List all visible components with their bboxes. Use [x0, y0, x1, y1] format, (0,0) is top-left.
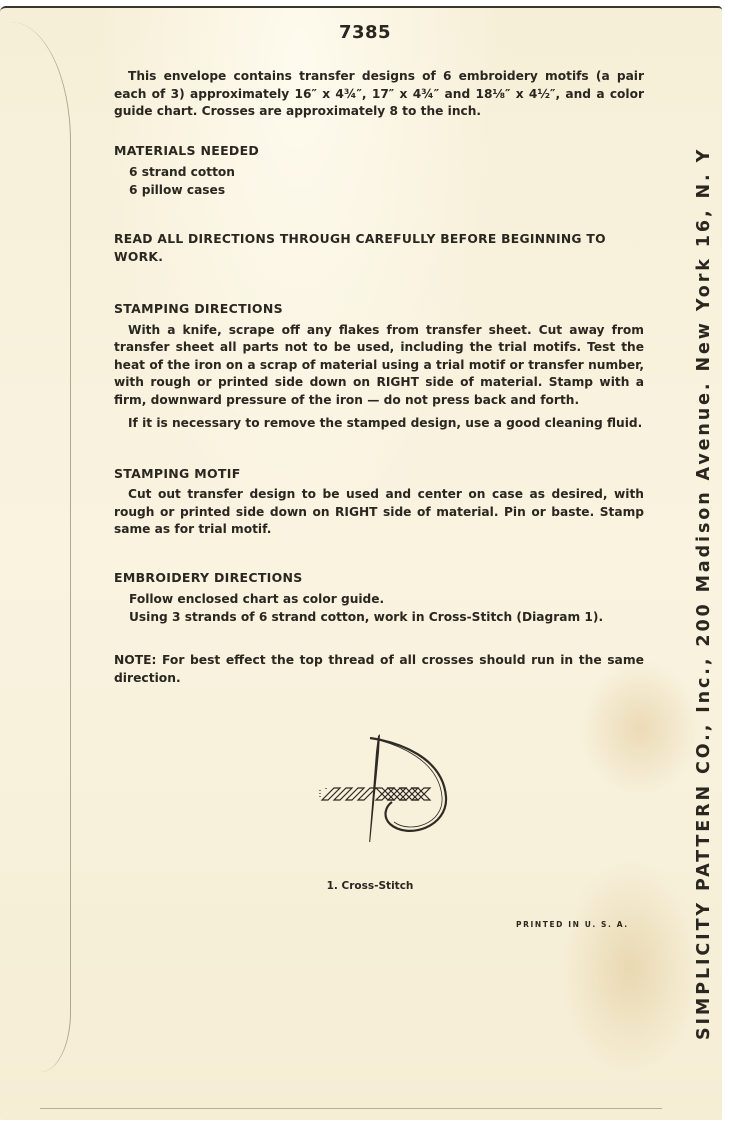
stamping-directions-paragraph: If it is necessary to remove the stamped design, use a good cleaning fluid. — [128, 416, 643, 430]
embroidery-direction-line: Using 3 strands of 6 strand cotton, work in Cross-Stitch (Diagram 1). — [129, 610, 604, 624]
envelope-bottom-fold — [40, 1108, 662, 1109]
stamping-motif-paragraph: Cut out transfer design to be used and center on case as desired, with rough or printed side down on RIGHT side of material. Pin or baste. Stamp same as for trial motif. — [114, 487, 644, 536]
diagram-caption: 1. Cross-Stitch — [326, 880, 414, 892]
stamping-directions-paragraph: With a knife, scrape off any flakes from transfer sheet. Cut away from transfer sheet all parts not to be used, including the trial motifs. Test the heat of the iron on a scrap of material using a trial motif or transfer number, with rough or printed side down on RIGHT side of material. Stamp with a firm, downward pressure of the iron — do not press back and forth. — [114, 322, 644, 407]
materials-list — [114, 163, 644, 199]
pattern-number: 7385 — [338, 22, 392, 43]
instructions-body — [114, 68, 644, 687]
embroidery-directions-list — [114, 590, 644, 626]
materials-item: 6 strand cotton — [129, 165, 235, 179]
envelope-flap-edge — [8, 22, 71, 1072]
stamping-motif-heading: STAMPING MOTIF — [114, 465, 241, 481]
cross-stitch-diagram-icon — [318, 732, 468, 842]
thread-loop-inner — [370, 738, 442, 827]
publisher-address: SIMPLICITY PATTERN CO., Inc., 200 Madison Avenue. New York 16, N. Y — [694, 146, 714, 1040]
stamping-directions-heading: STAMPING DIRECTIONS — [114, 301, 283, 316]
intro-paragraph: This envelope contains transfer designs of 6 embroidery motifs (a pair each of 3) approximately 16″ x 4¾″, 17″ x 4¾″ and 18⅛″ x 4½″, and a color guide chart. Crosses are approximately 8 to the inch. — [114, 69, 644, 118]
materials-heading: MATERIALS NEEDED — [114, 142, 260, 158]
materials-item: 6 pillow cases — [129, 183, 226, 197]
embroidery-directions-heading: EMBROIDERY DIRECTIONS — [114, 569, 303, 585]
printed-in-usa: PRINTED IN U. S. A. — [516, 920, 629, 929]
read-all-warning: READ ALL DIRECTIONS THROUGH CAREFULLY BEFORE BEGINNING TO WORK. — [114, 232, 606, 264]
note: NOTE: For best effect the top thread of all crosses should run in the same direction. — [114, 653, 644, 685]
embroidery-direction-line: Follow enclosed chart as color guide. — [129, 592, 385, 606]
stitch-row — [320, 788, 430, 800]
